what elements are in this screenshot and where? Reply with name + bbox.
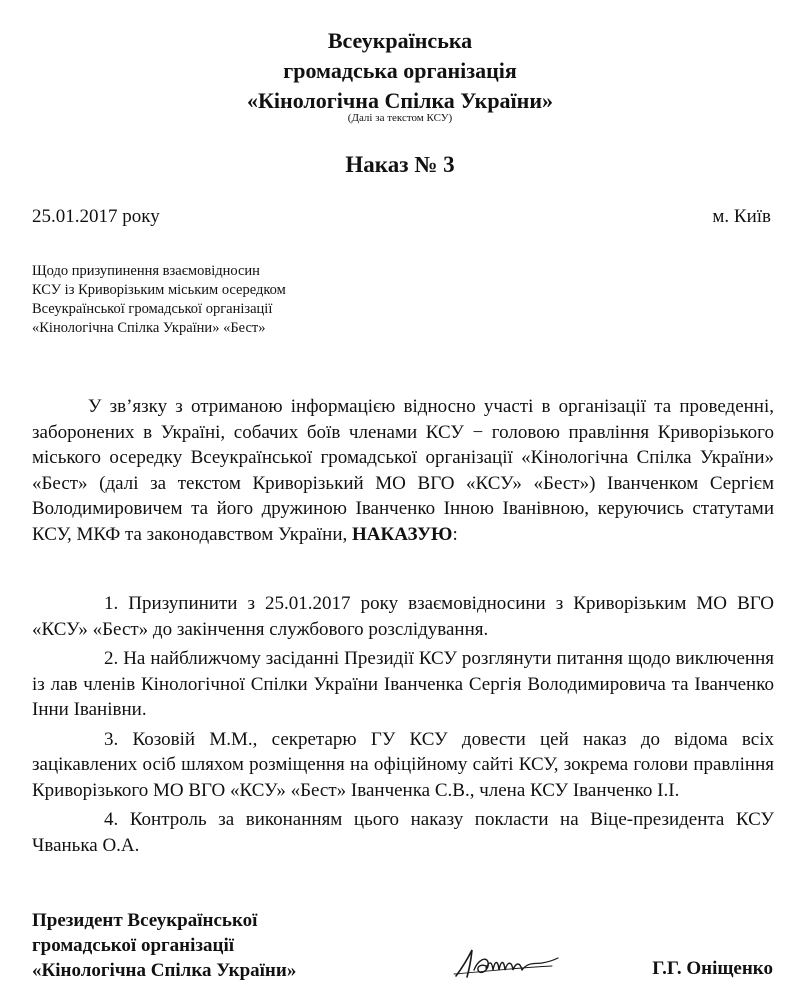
org-name-line-2: громадська організація xyxy=(283,58,517,83)
order-date: 25.01.2017 року xyxy=(32,206,160,227)
handwritten-signature xyxy=(452,946,560,980)
decree-colon: : xyxy=(452,523,458,545)
signatory-title-line: Президент Всеукраїнської xyxy=(32,910,258,931)
org-name-line-1: Всеукраїнська xyxy=(327,28,473,53)
preamble-paragraph xyxy=(32,394,774,547)
signatory-title-line: громадської організації xyxy=(32,935,235,956)
org-abbreviation-note: (Далі за текстом КСУ) xyxy=(347,112,453,124)
signatory-title xyxy=(32,908,296,983)
preamble-text: У зв’язку з отриманою інформацією відносно участі в організації та проведенні, заборонених в Україні, собачих боїв членами КСУ − головою правління Криворізького міського осередку Всеукраїнської громадської організації «Кінологічна Спілка України» «Бест» (далі за текстом Криворізький МО ВГО «КСУ» «Бест») Іванченком Сергієм Володимировичем та його дружиною Іванченко Інною Іванівною, керуючись статутами КСУ, МКФ та законодавством України, xyxy=(32,396,774,545)
order-title: Наказ № 3 xyxy=(345,152,455,177)
order-subject xyxy=(32,262,286,338)
subject-line: КСУ із Криворізьким міським осередком xyxy=(32,282,286,298)
decree-word: НАКАЗУЮ xyxy=(352,523,453,545)
order-item: 3. Козовій М.М., секретарю ГУ КСУ довести цей наказ до відома всіх зацікавлених осіб шляхом розміщення на офіційному сайті КСУ, зокрема голови правління Криворізького МО ВГО «КСУ» «Бест» Іванченка С.В., члена КСУ Іванченко І.І. xyxy=(32,728,774,801)
order-items-list xyxy=(32,591,774,862)
signatory-title-line: «Кінологічна Спілка України» xyxy=(32,960,297,981)
org-name-line-3: «Кінологічна Спілка України» xyxy=(246,88,554,113)
order-item: 4. Контроль за виконанням цього наказу покласти на Віце-президента КСУ Чванька О.А. xyxy=(32,809,774,856)
order-item: 2. На найближчому засіданні Президії КСУ розглянути питання щодо виключення із лав членів Кінологічної Спілки України Іванченка Сергія Володимировича та Іванченко Інни Іванівни. xyxy=(32,648,774,720)
order-item: 1. Призупинити з 25.01.2017 року взаємовідносини з Криворізьким МО ВГО «КСУ» «Бест» до закінчення службового розслідування. xyxy=(32,593,774,640)
signatory-name: Г.Г. Оніщенко xyxy=(652,958,773,979)
subject-line: Всеукраїнської громадської організації xyxy=(32,301,273,317)
subject-line: «Кінологічна Спілка України» «Бест» xyxy=(32,320,266,336)
order-city: м. Київ xyxy=(712,206,771,227)
subject-line: Щодо призупинення взаємовідносин xyxy=(32,263,260,279)
